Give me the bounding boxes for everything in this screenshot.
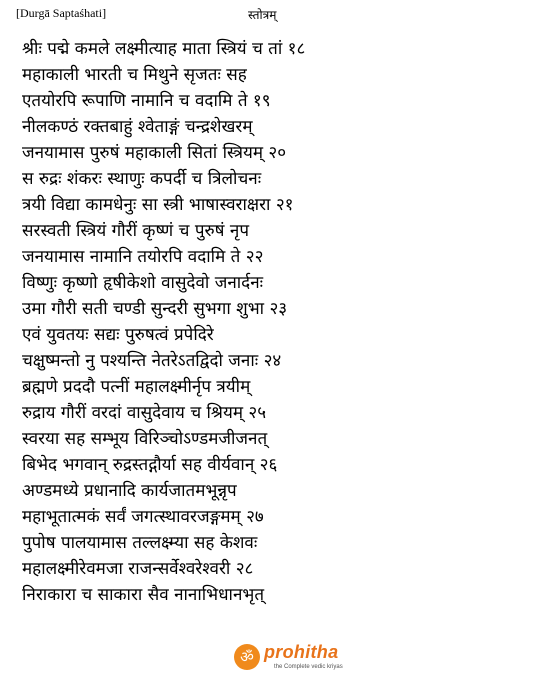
verse-line: जनयामास पुरुषं महाकाली सितां स्त्रियम् २० <box>22 143 287 163</box>
verse-line: स्वरया सह सम्भूय विरिञ्चोऽण्डमजीजनत् <box>22 429 268 449</box>
verse-line: नीलकण्ठं रक्तबाहुं श्वेताङ्गं चन्द्रशेखरम् <box>22 117 253 137</box>
verse-line: निराकारा च साकारा सैव नानाभिधानभृत् <box>22 585 265 605</box>
verse-line: महाभूतात्मकं सर्वं जगत्स्थावरजङ्गमम् २७ <box>22 507 264 527</box>
section-title: स्तोत्रम् <box>248 8 277 22</box>
verse-line: महाकाली भारती च मिथुने सृजतः सह <box>22 65 247 85</box>
verse-line: विष्णुः कृष्णो हृषीकेशो वासुदेवो जनार्दनः <box>22 273 264 293</box>
document-title: [Durgā Saptaśhati] <box>16 6 107 20</box>
verse-line: बिभेद भगवान् रुद्रस्तद्गौर्या सह वीर्यवान् २६ <box>22 455 278 475</box>
page-header <box>0 6 550 26</box>
logo-tagline: the Complete vedic kriyas <box>274 664 343 670</box>
verse-list <box>22 36 532 608</box>
verse-line: त्रयी विद्या कामधेनुः सा स्त्री भाषास्वराक्षरा २१ <box>22 195 294 215</box>
verse-line: चक्षुष्मन्तो नु पश्यन्ति नेतरेऽतद्विदो जनाः २४ <box>22 351 282 371</box>
verse-line: अण्डमध्ये प्रधानादि कार्यजातमभून्नृप <box>22 481 237 501</box>
verse-line: एतयोरपि रूपाणि नामानि च वदामि ते १९ <box>22 91 271 111</box>
om-icon: ॐ <box>234 644 260 670</box>
verse-line: रुद्राय गौरीं वरदां वासुदेवाय च श्रियम् २५ <box>22 403 267 423</box>
verse-line: महालक्ष्मीरेवमजा राजन्सर्वेश्वरेश्वरी २८ <box>22 559 254 579</box>
verse-line: पुपोष पालयामास तल्लक्ष्म्या सह केशवः <box>22 533 258 553</box>
verse-line: जनयामास नामानि तयोरपि वदामि ते २२ <box>22 247 264 267</box>
logo-text: prohitha <box>264 642 339 662</box>
verse-line: ब्रह्मणे प्रददौ पत्नीं महालक्ष्मीर्नृप त्रयीम् <box>22 377 251 397</box>
footer-logo <box>234 644 364 676</box>
verse-line: सरस्वती स्त्रियं गौरीं कृष्णं च पुरुषं नृप <box>22 221 249 241</box>
verse-line: एवं युवतयः सद्यः पुरुषत्वं प्रपेदिरे <box>22 325 214 345</box>
verse-line: उमा गौरी सती चण्डी सुन्दरी सुभगा शुभा २३ <box>22 299 288 319</box>
verse-line: स रुद्रः शंकरः स्थाणुः कपर्दी च त्रिलोचनः <box>22 169 262 189</box>
verse-line: श्रीः पद्मे कमले लक्ष्मीत्याह माता स्त्रियं च तां १८ <box>22 39 306 59</box>
